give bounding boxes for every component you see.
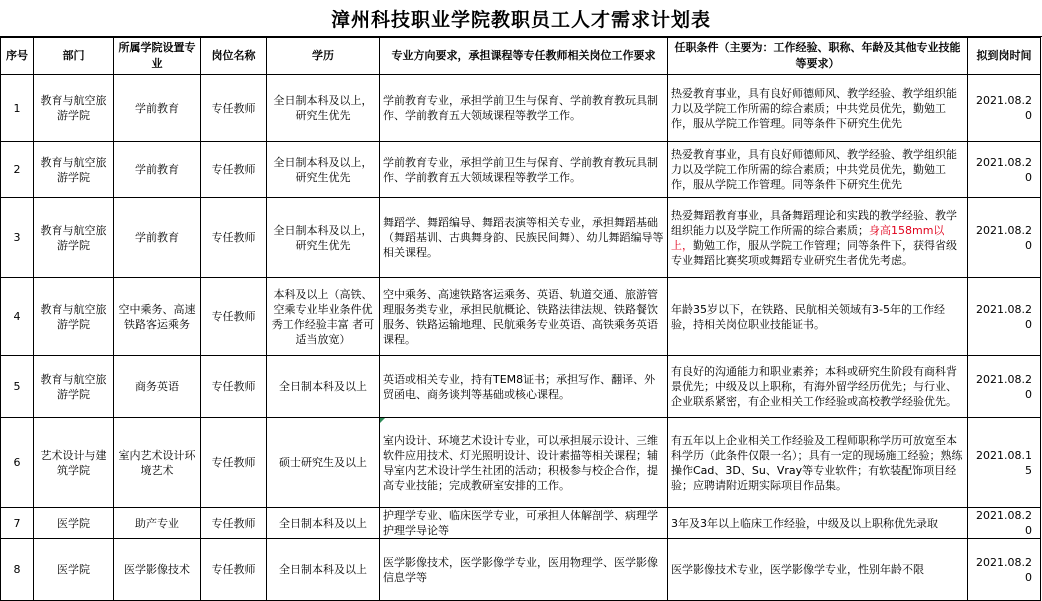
cell-education[interactable]: 全日制本科及以上，研究生优先 [267, 75, 380, 142]
table-row [1, 356, 1041, 418]
cell-no[interactable]: 3 [1, 198, 34, 278]
cell-no[interactable]: 1 [1, 75, 34, 142]
table-row [1, 539, 1041, 601]
cond-text: 热爱教育事业，具有良好师德师风、教学经验、教学组织能力以及学院工作所需的综合素质；中共党员优先，勤勉工作，服从学院工作管理。同等条件下研究生优先 [671, 86, 957, 130]
cell-no[interactable]: 6 [1, 418, 34, 508]
cell-date[interactable]: 2021.08.20 [968, 508, 1041, 539]
page-title: 漳州科技职业学院教职员工人才需求计划表 [0, 0, 1042, 37]
cell-education[interactable]: 本科及以上（高铁、空乘专业毕业条件优秀工作经验丰富 者可适当放宽） [267, 278, 380, 356]
cell-major[interactable]: 空中乘务、高速铁路客运乘务 [114, 278, 201, 356]
cell-education[interactable]: 硕士研究生及以上 [267, 418, 380, 508]
cond-text: 有五年以上企业相关工作经验及工程师职称学历可放宽至本科学历（此条件仅限一名）；具有一定的现场施工经验；熟练操作Cad、3D、Su、Vray等专业软件；有软装配饰项目经验；应聘请附近期实际项目作品集。 [671, 433, 963, 492]
header-requirements[interactable]: 专业方向要求，承担课程等专任教师相关岗位工作要求 [380, 38, 668, 75]
cell-position[interactable]: 专任教师 [201, 278, 267, 356]
cell-conditions[interactable] [668, 75, 968, 142]
cell-dept[interactable]: 医学院 [34, 508, 114, 539]
cell-requirements-text: 室内设计、环境艺术设计专业，可以承担展示设计、三维软件应用技术、灯光照明设计、设计素描等相关课程；辅导室内艺术设计学生社团的活动；积极参与校企合作，提高专业技能；完成教研室安排的工作。 [383, 433, 658, 492]
cell-education[interactable]: 全日制本科及以上，研究生优先 [267, 198, 380, 278]
cell-dept[interactable]: 医学院 [34, 539, 114, 601]
cell-dept[interactable]: 教育与航空旅游学院 [34, 278, 114, 356]
cell-requirements[interactable]: 医学影像技术，医学影像学专业，医用物理学、医学影像信息学等 [380, 539, 668, 601]
cell-requirements[interactable]: 护理学专业、临床医学专业，可承担人体解剖学、病理学护理学导论等 [380, 508, 668, 539]
cond-highlight: 身高158mm以上， [671, 223, 945, 252]
cell-position[interactable]: 专任教师 [201, 508, 267, 539]
cond-text: 医学影像技术专业，医学影像学专业，性别年龄不限 [671, 563, 924, 576]
cell-no[interactable]: 4 [1, 278, 34, 356]
cell-date[interactable]: 2021.08.20 [968, 142, 1041, 198]
table-row [1, 142, 1041, 198]
cell-date[interactable]: 2021.08.15 [968, 418, 1041, 508]
cell-no[interactable]: 2 [1, 142, 34, 198]
cell-date[interactable]: 2021.08.20 [968, 75, 1041, 142]
cell-conditions[interactable] [668, 198, 968, 278]
cell-requirements[interactable]: 学前教育专业，承担学前卫生与保育、学前教育教玩具制作、学前教育五大领域课程等教学工作。 [380, 75, 668, 142]
cell-conditions[interactable] [668, 142, 968, 198]
cell-requirements[interactable] [380, 418, 668, 508]
cell-dept[interactable]: 教育与航空旅游学院 [34, 356, 114, 418]
cell-major[interactable]: 商务英语 [114, 356, 201, 418]
table-row [1, 75, 1041, 142]
cell-dept[interactable]: 教育与航空旅游学院 [34, 75, 114, 142]
cell-education[interactable]: 全日制本科及以上 [267, 356, 380, 418]
cell-conditions[interactable] [668, 539, 968, 601]
cell-dept[interactable]: 教育与航空旅游学院 [34, 198, 114, 278]
cond-text: 年龄35岁以下，在铁路、民航相关领域有3-5年的工作经验，持相关岗位职业技能证书。 [671, 302, 945, 331]
cell-no[interactable]: 8 [1, 539, 34, 601]
cell-education[interactable]: 全日制本科及以上，研究生优先 [267, 142, 380, 198]
talent-demand-table [0, 37, 1041, 601]
cell-major[interactable]: 室内艺术设计环境艺术 [114, 418, 201, 508]
cell-position[interactable]: 专任教师 [201, 418, 267, 508]
cond-text: 热爱教育事业，具有良好师德师风、教学经验、教学组织能力以及学院工作所需的综合素质；中共党员优先，勤勉工作，服从学院工作管理。同等条件下研究生优先 [671, 148, 957, 191]
cell-no[interactable]: 5 [1, 356, 34, 418]
cell-major[interactable]: 医学影像技术 [114, 539, 201, 601]
cell-education[interactable]: 全日制本科及以上 [267, 508, 380, 539]
cell-requirements[interactable]: 舞蹈学、舞蹈编导、舞蹈表演等相关专业，承担舞蹈基础（舞蹈基训、古典舞身韵、民族民间舞）、幼儿舞蹈编导等相关课程。 [380, 198, 668, 278]
cell-major[interactable]: 学前教育 [114, 198, 201, 278]
header-date[interactable]: 拟到岗时间 [968, 38, 1041, 75]
cell-date[interactable]: 2021.08.20 [968, 356, 1041, 418]
cell-no[interactable]: 7 [1, 508, 34, 539]
cell-position[interactable]: 专任教师 [201, 356, 267, 418]
cell-requirements[interactable]: 学前教育专业，承担学前卫生与保育、学前教育教玩具制作、学前教育五大领域课程等教学工作。 [380, 142, 668, 198]
header-education[interactable]: 学历 [267, 38, 380, 75]
cond-text-rest: 勤勉工作，服从学院工作管理；同等条件下，获得省级专业舞蹈比赛奖项或舞蹈专业研究生者优先考虑。 [671, 238, 957, 267]
table-row [1, 198, 1041, 278]
cell-conditions[interactable] [668, 356, 968, 418]
cell-major[interactable]: 学前教育 [114, 75, 201, 142]
cell-dept[interactable]: 教育与航空旅游学院 [34, 142, 114, 198]
cond-text: 热爱舞蹈教育事业，具备舞蹈理论和实践的教学经验、教学组织能力以及学院工作所需的综合素质； [671, 208, 957, 237]
comment-indicator-icon [380, 418, 385, 423]
header-major[interactable]: 所属学院设置专业 [114, 38, 201, 75]
cell-major[interactable]: 学前教育 [114, 142, 201, 198]
header-position[interactable]: 岗位名称 [201, 38, 267, 75]
cond-text: 3年及3年以上临床工作经验，中级及以上职称优先录取 [671, 516, 938, 530]
cell-conditions[interactable] [668, 418, 968, 508]
header-no[interactable]: 序号 [1, 38, 34, 75]
cell-position[interactable]: 专任教师 [201, 198, 267, 278]
cell-requirements[interactable]: 英语或相关专业，持有TEM8证书；承担写作、翻译、外贸函电、商务谈判等基础或核心课程。 [380, 356, 668, 418]
cell-dept[interactable]: 艺术设计与建筑学院 [34, 418, 114, 508]
cell-requirements[interactable]: 空中乘务、高速铁路客运乘务、英语、轨道交通、旅游管理服务类专业，承担民航概论、铁路法律法规、铁路餐饮服务、铁路运输地理、民航乘务专业英语、高铁乘务英语课程。 [380, 278, 668, 356]
cell-conditions[interactable] [668, 508, 968, 539]
cell-date[interactable]: 2021.08.20 [968, 278, 1041, 356]
table-row [1, 418, 1041, 508]
header-conditions[interactable]: 任职条件（主要为：工作经验、职称、年龄及其他专业技能等要求） [668, 38, 968, 75]
cell-conditions[interactable] [668, 278, 968, 356]
cell-position[interactable]: 专任教师 [201, 142, 267, 198]
cell-position[interactable]: 专任教师 [201, 539, 267, 601]
cell-major[interactable]: 助产专业 [114, 508, 201, 539]
cond-text: 有良好的沟通能力和职业素养；本科或研究生阶段有商科背景优先；中级及以上职称，有海外留学经历优先；与行业、企业联系紧密，有企业相关工作经验或高校教学经验优先。 [671, 365, 957, 408]
cell-date[interactable]: 2021.08.20 [968, 198, 1041, 278]
header-row [1, 38, 1041, 75]
cell-position[interactable]: 专任教师 [201, 75, 267, 142]
cell-date[interactable]: 2021.08.20 [968, 539, 1041, 601]
table-row [1, 508, 1041, 539]
header-dept[interactable]: 部门 [34, 38, 114, 75]
table-row [1, 278, 1041, 356]
cell-education[interactable]: 全日制本科及以上 [267, 539, 380, 601]
